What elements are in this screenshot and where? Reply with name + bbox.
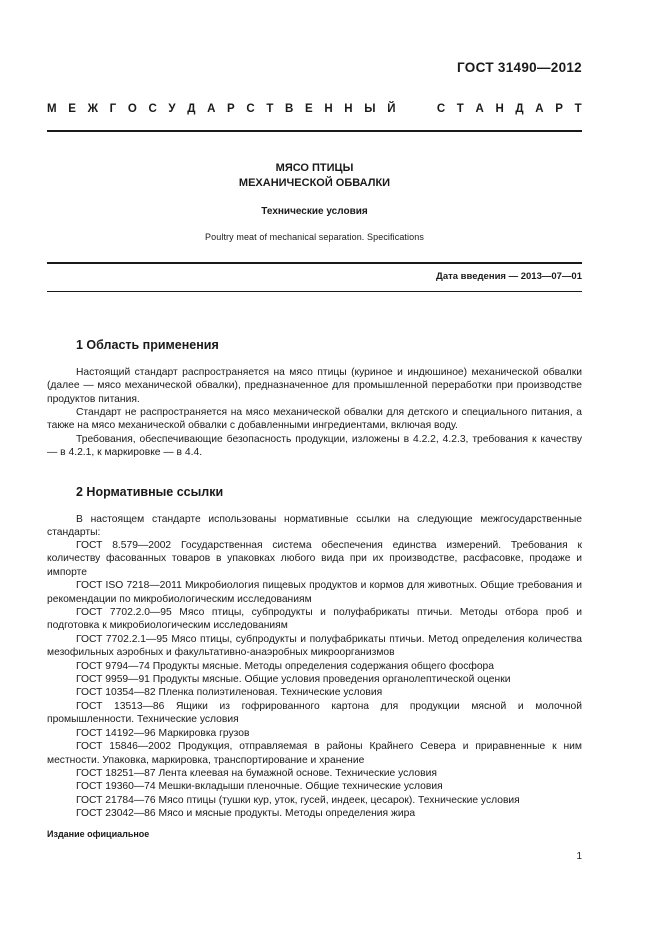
banner-letter: В [285,103,294,115]
date-divider [47,291,582,292]
banner-letter: Д [515,103,524,115]
banner-letter: Н [344,103,353,115]
reference-item: ГОСТ 7702.2.0—95 Мясо птицы, субпродукты и полуфабрикаты птичьи. Методы отбора проб и подготовка к микробиологическим исследованиям [47,607,582,632]
banner-letter: Н [324,103,333,115]
reference-item: ГОСТ ISO 7218—2011 Микробиология пищевых продуктов и кормов для животных. Общие требования и рекомендации по микробиологическим исследованиям [47,580,582,605]
reference-item: ГОСТ 10354—82 Пленка полиэтиленовая. Технические условия [76,687,383,699]
banner-letter: Е [305,103,313,115]
intro-date: Дата введения — 2013—07—01 [436,271,582,282]
reference-item: ГОСТ 23042—86 Мясо и мясные продукты. Методы определения жира [76,808,416,820]
top-divider [47,130,582,132]
banner-letter: Ж [87,103,98,115]
banner-letter: Ы [364,103,376,115]
banner-letter [422,103,425,115]
document-title-line1: МЯСО ПТИЦЫ [275,162,354,174]
reference-item: ГОСТ 19360—74 Мешки-вкладыши пленочные. Общие технические условия [76,781,443,793]
banner-letter: Т [266,103,274,115]
banner-letter: Й [387,103,396,115]
banner-letter: Р [555,103,563,115]
banner-letter: Н [495,103,504,115]
banner-letter: А [535,103,544,115]
section1-paragraph: Настоящий стандарт распространяется на мясо птицы (куриное и индюшиное) механической обвалки (далее — мясо механической обвалки), предназначенное для промышленной переработки при производстве продуктов питания. [47,367,582,405]
banner-letter: А [207,103,216,115]
reference-item: ГОСТ 21784—76 Мясо птицы (тушки кур, уток, гусей, индеек, цесарок). Технические условия [76,794,520,806]
reference-item: ГОСТ 18251—87 Лента клеевая на бумажной основе. Технические условия [76,767,437,779]
banner-letter: Е [68,103,76,115]
section1-paragraph: Стандарт не распространяется на мясо механической обвалки для детского и специального питания, а также на мясо механической обвалки с добавленными ингредиентами, включая воду. [47,407,582,432]
banner-letter: Т [574,103,582,115]
document-title-line2: МЕХАНИЧЕСКОЙ ОБВАЛКИ [238,177,391,189]
reference-item: ГОСТ 7702.2.1—95 Мясо птицы, субпродукты и полуфабрикаты птичьи. Метод определения количества мезофильных аэробных и факультативно-анаэробных микроорганизмов [47,633,582,659]
section1-paragraph: Требования, обеспечивающие безопасность продукции, изложены в 4.2.2, 4.2.3, требования к качеству — в 4.2.1, к маркировке — в 4.4. [47,434,582,459]
reference-item: ГОСТ 13513—86 Ящики из гофрированного картона для продукции мясной и молочной промышленности. Технические условия [47,700,582,726]
standard-banner [47,103,582,115]
reference-item: ГОСТ 9959—91 Продукты мясные. Общие условия проведения органолептической оценки [76,674,511,686]
banner-letter [407,103,410,115]
banner-letter: Т [456,103,464,115]
banner-letter: У [168,103,176,115]
edition-label: Издание официальное [47,829,150,839]
gost-number: ГОСТ 31490—2012 [457,60,582,75]
reference-item: ГОСТ 14192—96 Маркировка грузов [76,727,250,739]
banner-letter: С [436,103,446,115]
section2-intro: В настоящем стандарте использованы нормативные ссылки на следующие межгосударственные стандарты: [47,514,582,539]
document-subtitle: Технические условия [261,206,368,217]
banner-letter: А [475,103,484,115]
banner-letter: С [148,103,157,115]
banner-letter: М [47,103,57,115]
banner-letter: С [246,103,255,115]
banner-letter: О [127,103,137,115]
references-list [47,539,582,821]
page-number: 1 [576,851,582,862]
reference-item: ГОСТ 8.579—2002 Государственная система обеспечения единства измерений. Требования к количеству фасованных товаров в упаковках любого вида при их производстве, расфасовке, продаже и импорте [47,540,582,578]
reference-item: ГОСТ 15846—2002 Продукция, отправляемая в районы Крайнего Севера и приравненные к ним местности. Упаковка, маркировка, транспортирование и хранение [47,741,582,766]
section1-heading: 1 Область применения [76,338,219,352]
reference-item: ГОСТ 9794—74 Продукты мясные. Методы определения содержания общего фосфора [76,660,495,672]
english-title: Poultry meat of mechanical separation. Specifications [205,232,424,242]
banner-letter: Г [109,103,117,115]
section2-heading: 2 Нормативные ссылки [76,485,224,499]
banner-letter: Р [227,103,235,115]
banner-letter: Д [187,103,196,115]
title-divider [47,262,582,264]
